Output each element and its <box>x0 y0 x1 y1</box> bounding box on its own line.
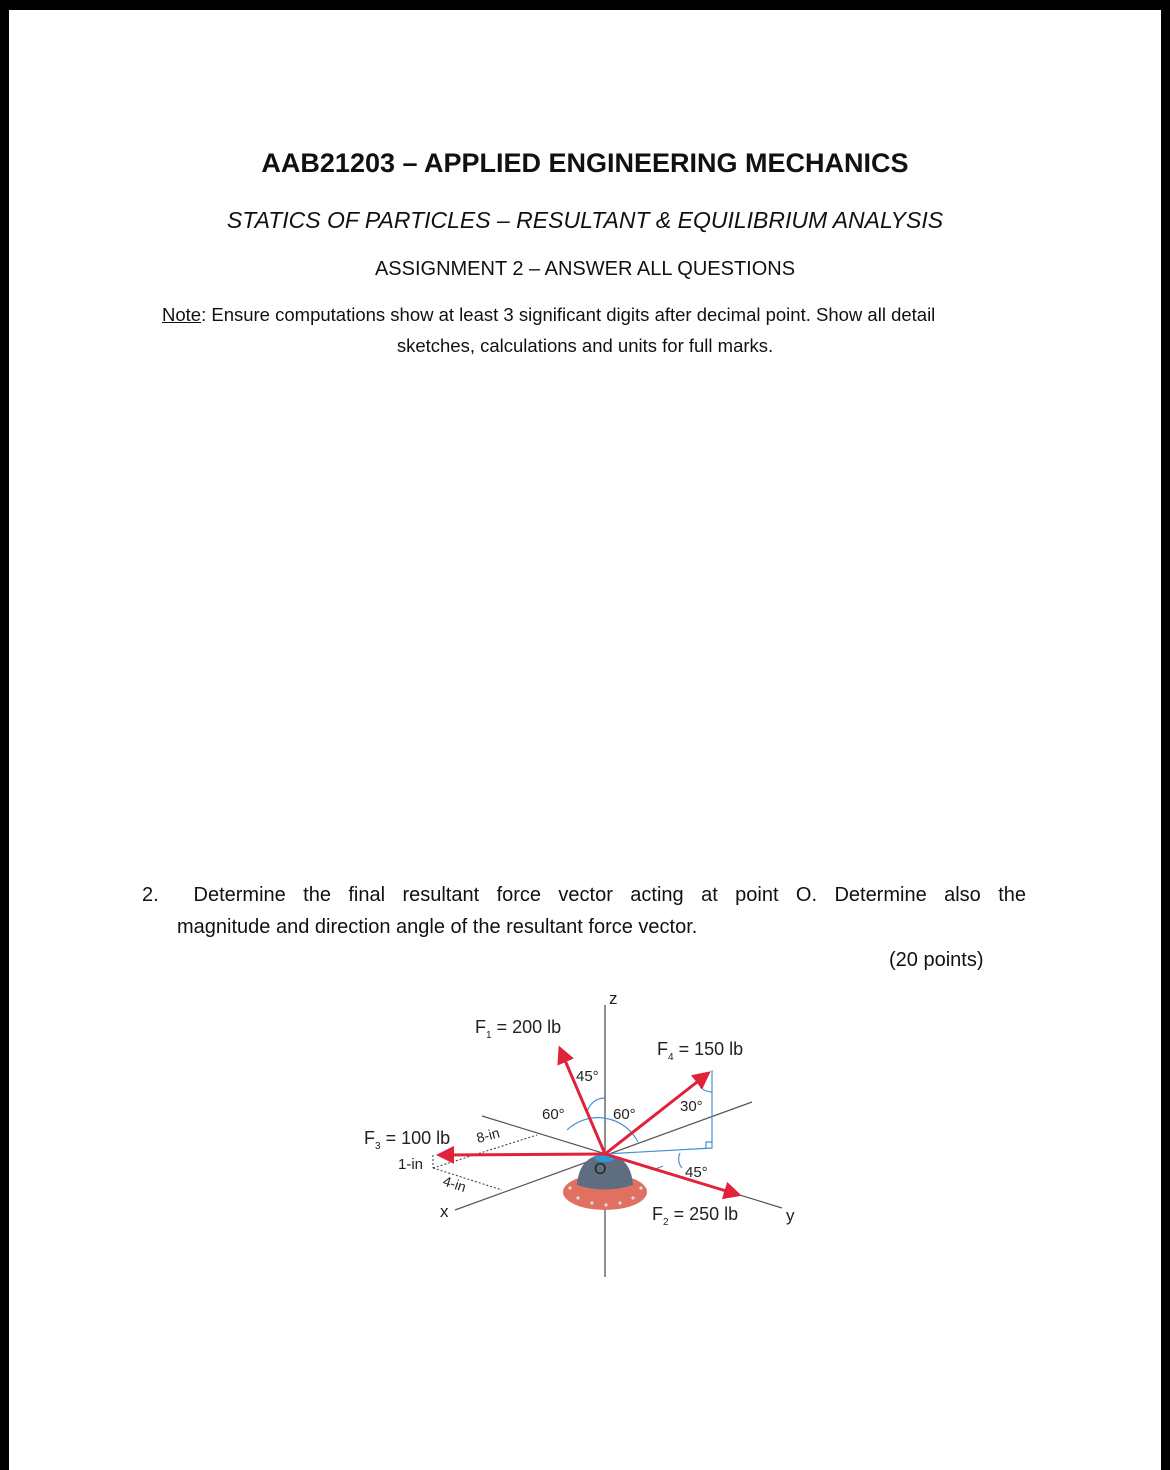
z-axis-label: z <box>609 989 618 1008</box>
f1-label: $F_1 = 200$ lb <box>475 1017 562 1041</box>
origin-label: O <box>594 1161 607 1178</box>
question-line-2: magnitude and direction angle of the resultant force vector. <box>177 916 698 938</box>
angle-f4: 30° <box>680 1098 703 1115</box>
note-line-2: sketches, calculations and units for full marks. <box>396 335 774 356</box>
assignment-heading: ASSIGNMENT 2 – ANSWER ALL QUESTIONS <box>374 258 796 280</box>
dim-4in: 4-in <box>441 1172 469 1196</box>
x-axis-label: x <box>440 1202 449 1221</box>
force-f3-arrow <box>442 1154 605 1155</box>
topic-subtitle: STATICS OF PARTICLES – RESULTANT & EQUILIBRIUM ANALYSIS <box>226 207 944 233</box>
dim-1in: 1-in <box>398 1156 424 1173</box>
dim-8in: 8-in <box>474 1124 502 1146</box>
force-diagram <box>350 980 810 1280</box>
angle-f1-z: 45° <box>576 1068 599 1085</box>
course-title: AAB21203 – APPLIED ENGINEERING MECHANICS <box>261 148 909 178</box>
note-line-1 <box>162 304 935 326</box>
question-text-1: Determine the final resultant force vector acting at point O. Determine also the <box>193 884 1026 906</box>
note-text: : Ensure computations show at least 3 significant digits after decimal point. Show all detail <box>201 304 936 325</box>
question-line-1 <box>142 884 1026 907</box>
angle-f1-left: 60° <box>542 1106 565 1123</box>
f4-label: $F_4 = 150$ lb <box>657 1039 744 1063</box>
f2-label: $F_2 = 250$ lb <box>652 1204 739 1228</box>
angle-f1-right: 60° <box>613 1106 636 1123</box>
angle-f2: 45° <box>685 1164 708 1181</box>
f3-label: $F_3 = 100$ lb <box>364 1128 451 1152</box>
question-points: (20 points) <box>889 949 984 971</box>
y-axis-label: y <box>786 1206 795 1225</box>
question-number: 2. <box>142 884 159 906</box>
force-f1-arrow <box>561 1051 605 1154</box>
note-label: Note <box>162 304 202 325</box>
